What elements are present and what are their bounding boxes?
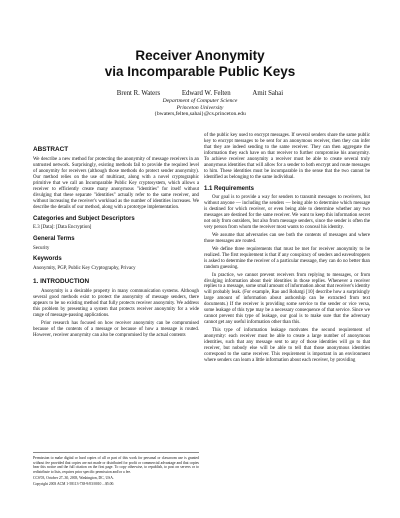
permission-notice: Permission to make digital or hard copies of all or part of this work for personal or classroom use is granted without fee provided that copies are not made or distributed for profit or commercial advantage and that copies bear this notice and the full citation on the first page. To copy otherwise, to republish, to post on servers or to redistribute to lists, requires prior specific permission and/or a fee. [33,456,199,474]
author-name: Amit Sahai [252,90,284,97]
left-column [33,140,199,341]
body-paragraph: of the public key used to encrypt messages. If several senders share the same public key to encrypt messages to be sent for an anonymous receiver, then they can infer that they are indeed sending to the same receiver. They can then aggregate the information they each have on that receiver to further compromise his anonymity. To achieve receiver anonymity a receiver must be able to create several truly anonymous identities that will allow for a sender to both encrypt and route messages to him. These identities must be incomparable in the sense that the two cannot be identified as belonging to the same individual. [204,133,370,180]
abstract-heading: ABSTRACT [33,146,69,153]
author-name: Edward W. Felten [181,90,231,97]
venue-line: CCS'03, October 27–30, 2003, Washington, DC, USA. [33,475,114,480]
author-list [0,90,400,98]
copyright-footnote [33,452,199,488]
body-paragraph: We define three requirements that must be met for receiver anonymity to be realized. The first requirement is that if any conspiracy of senders and eavesdroppers is asked to determine the receiver of a particular message, they can do no better than random guessing. [204,246,370,270]
keywords-heading: Keywords [33,256,62,263]
abstract-text: We describe a new method for protecting the anonymity of message receivers in an untrusted network. Surprisingly, existing methods fail to provide the required level of anonymity for receivers (although those methods do protect sender anonymity). Our method relies on the use of multicast, along with a novel cryptographic primitive that we call an Incomparable Public Key cryptosystem, which allows a receiver to efficiently create many anonymous "identities" for itself without divulging that these separate "identities" actually refer to the same receiver, and without increasing the receiver's workload as the number of identities increases. We describe the details of our method, along with a prototype implementation. [33,157,199,210]
requirements-heading: 1.1 Requirements [204,185,255,192]
title-block [0,48,400,118]
right-column [204,133,370,366]
general-terms-text: Security [33,245,50,251]
body-paragraph: Our goal is to provide a way for senders to transmit messages to receivers, but without anyone — including the senders — being able to determine which message is destined for which receiver, or even being able to determine whether any two messages are destined for the same receiver. We want to keep this information secret not only from outsiders, but also from message senders, since the sender is often the very person from whom the receiver most wants to conceal his identity. [204,195,370,230]
categories-text: E.3 [Data]: [Data Encryption] [33,225,92,231]
intro-paragraph: Anonymity is a desirable property in many communication systems. Although several good methods exist to protect the anonymity of message senders, there appears to be no existing method that fully protects receiver anonymity. We address this problem by presenting a system that protects receiver anonymity for a wide range of message-passing applications. [33,288,199,318]
body-paragraph: In practice, we cannot prevent receivers from replying to messages, or from divulging information about their identities in those replies. Whenever a receiver replies to a message, some small amount of information about that receiver's identity will probably leak. (For example, Rao and Rohatgi [10] describe how a surprisingly large amount of information about authorship can be extracted from text documents.) If the receiver is providing some service to the sender or vice versa, some leakage of this type may be a necessary consequence of that service. Since we cannot prevent this type of leakage, our goal is to make sure that the adversary cannot get any useful information other than this. [204,272,370,326]
categories-heading: Categories and Subject Descriptors [33,215,135,222]
paper-title-line-2: via Incomparable Public Keys [104,64,296,79]
body-paragraph: This type of information leakage motivates the second requirement of anonymity: each receiver must be able to create a large number of anonymous identities, such that any message sent to any of those identities will go to that receiver, but nobody else will be able to tell that those anonymous identities correspond to the same receiver. This requirement is important in an environment where senders can learn a little information about each receiver, by providing [204,328,370,363]
body-paragraph: We assume that adversaries can see both the contents of messages and where those messages are routed. [204,232,370,244]
author-name: Brent R. Waters [116,90,161,97]
keywords-text: Anonymity, PGP, Public Key Cryptography, Privacy [33,265,136,271]
introduction-heading: 1. INTRODUCTION [33,277,90,285]
intro-paragraph: Prior research has focused on how receiver anonymity can be compromised because of the contents of a message or because of how a message is routed. However, receiver anonymity can also be compromised by the actual contents [33,320,199,338]
copyright-line: Copyright 2003 ACM 1-58113-738-9/03/0010 ...$5.00. [33,481,115,486]
author-emails: {bwaters,felten,sahai}@cs.princeton.edu [154,111,246,118]
university: Princeton University [176,104,224,111]
department: Department of Computer Science [162,98,238,104]
paper-title-line-1: Receiver Anonymity [135,48,265,63]
general-terms-heading: General Terms [33,236,75,243]
